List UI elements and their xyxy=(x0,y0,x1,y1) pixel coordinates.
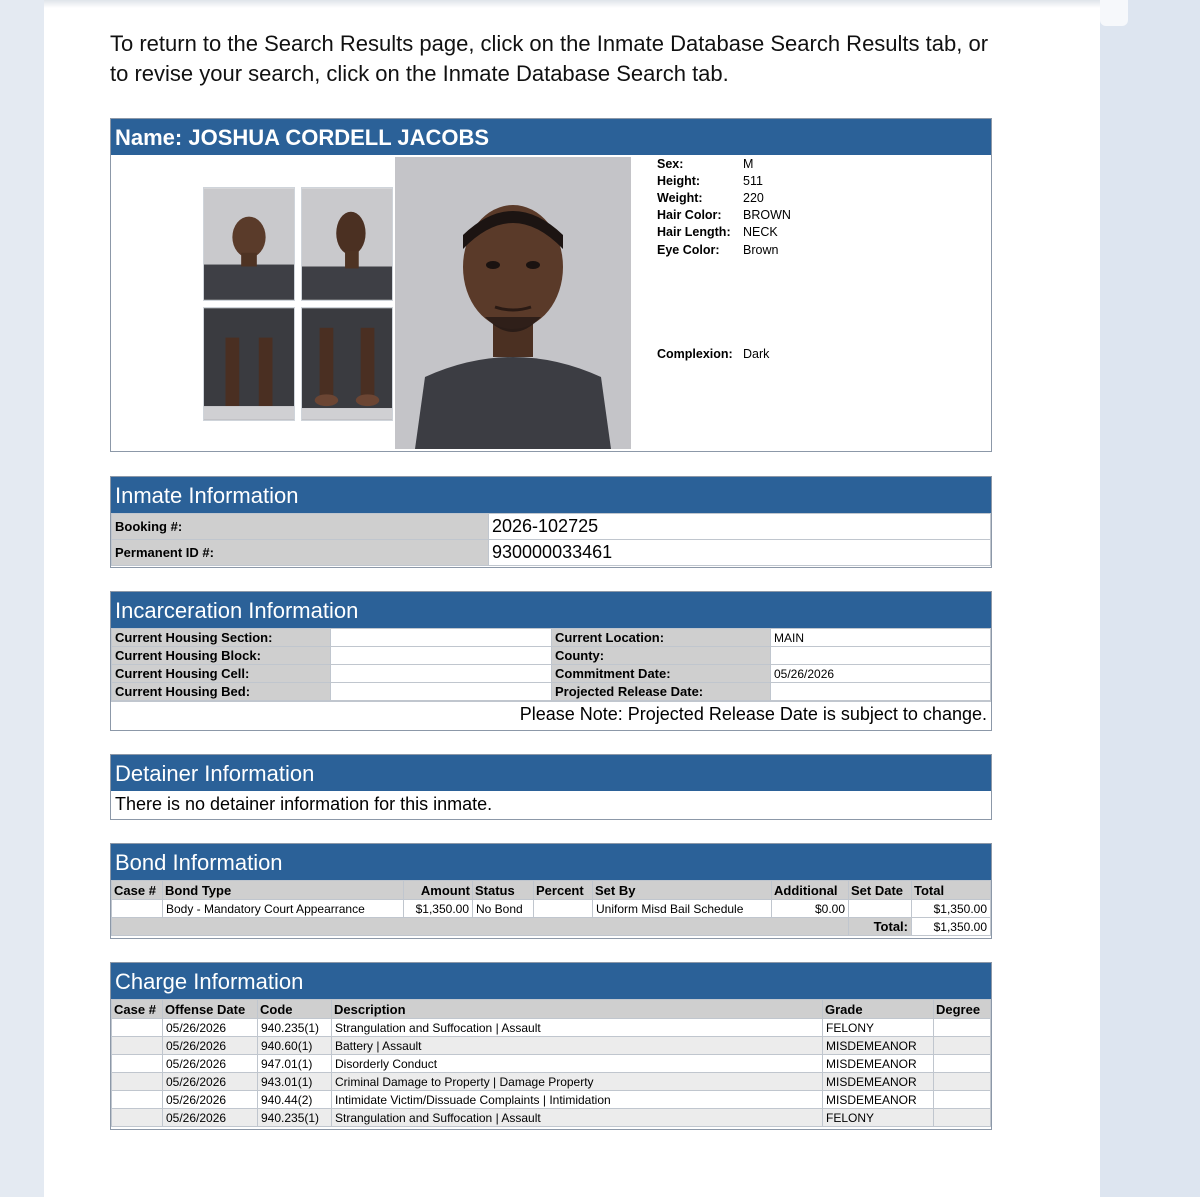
attr-complexion: Complexion: Dark xyxy=(657,347,770,361)
permanent-id-label: Permanent ID #: xyxy=(112,540,489,566)
charge-case xyxy=(112,1091,163,1109)
housing-bed-label: Current Housing Bed: xyxy=(112,683,331,701)
charge-degree xyxy=(934,1055,991,1073)
charge-degree xyxy=(934,1091,991,1109)
table-row xyxy=(112,1055,991,1073)
bond-amount: $1,350.00 xyxy=(404,900,473,918)
col-grade: Grade xyxy=(823,1000,934,1019)
attr-sex: Sex: M xyxy=(657,157,754,171)
thumbnail-profile[interactable] xyxy=(301,187,393,301)
inmate-info-header: Inmate Information xyxy=(111,477,991,513)
name-panel xyxy=(110,118,992,452)
charge-panel xyxy=(110,962,992,1130)
housing-block-label: Current Housing Block: xyxy=(112,647,331,665)
housing-bed-value xyxy=(331,683,552,701)
table-row xyxy=(112,1073,991,1091)
inmate-name-header: Name: JOSHUA CORDELL JACOBS xyxy=(111,119,991,155)
table-row xyxy=(112,1019,991,1037)
col-case: Case # xyxy=(112,1000,163,1019)
housing-section-value xyxy=(331,629,552,647)
current-location-label: Current Location: xyxy=(552,629,771,647)
attr-hair-color: Hair Color: BROWN xyxy=(657,208,791,222)
table-row xyxy=(112,629,991,647)
attr-weight: Weight: 220 xyxy=(657,191,764,205)
commitment-date-label: Commitment Date: xyxy=(552,665,771,683)
charge-grade: MISDEMEANOR xyxy=(823,1091,934,1109)
detainer-header: Detainer Information xyxy=(111,755,991,791)
housing-cell-label: Current Housing Cell: xyxy=(112,665,331,683)
col-set-by: Set By xyxy=(593,881,772,900)
thumbnail-arms-front[interactable] xyxy=(203,307,295,421)
incarceration-panel xyxy=(110,591,992,731)
bond-total-value: $1,350.00 xyxy=(912,918,991,936)
charge-degree xyxy=(934,1109,991,1127)
table-row xyxy=(112,665,991,683)
charge-date: 05/26/2026 xyxy=(163,1073,258,1091)
commitment-date-value: 05/26/2026 xyxy=(771,665,991,683)
projected-release-label: Projected Release Date: xyxy=(552,683,771,701)
charge-code: 947.01(1) xyxy=(258,1055,332,1073)
attr-eye-color: Eye Color: Brown xyxy=(657,243,779,257)
bond-total: $1,350.00 xyxy=(912,900,991,918)
inmate-info-table xyxy=(111,513,991,566)
permanent-id: 930000033461 xyxy=(489,540,991,566)
bond-case xyxy=(112,900,163,918)
housing-section-label: Current Housing Section: xyxy=(112,629,331,647)
charge-case xyxy=(112,1037,163,1055)
top-shadow xyxy=(44,0,1100,8)
charge-header: Charge Information xyxy=(111,963,991,999)
table-row xyxy=(112,683,991,701)
table-row xyxy=(112,1091,991,1109)
table-row xyxy=(112,1109,991,1127)
thumbnail-front[interactable] xyxy=(203,187,295,301)
county-label: County: xyxy=(552,647,771,665)
col-additional: Additional xyxy=(772,881,849,900)
charge-header-row xyxy=(112,1000,991,1019)
housing-cell-value xyxy=(331,665,552,683)
bond-type: Body - Mandatory Court Appearrance xyxy=(163,900,404,918)
col-set-date: Set Date xyxy=(849,881,912,900)
charge-grade: FELONY xyxy=(823,1109,934,1127)
charge-case xyxy=(112,1055,163,1073)
booking-number: 2026-102725 xyxy=(489,514,991,540)
housing-block-value xyxy=(331,647,552,665)
charge-code: 940.60(1) xyxy=(258,1037,332,1055)
charge-date: 05/26/2026 xyxy=(163,1019,258,1037)
charge-description: Strangulation and Suffocation | Assault xyxy=(332,1109,823,1127)
charge-date: 05/26/2026 xyxy=(163,1055,258,1073)
charge-grade: FELONY xyxy=(823,1019,934,1037)
charge-table xyxy=(111,999,991,1127)
charge-grade: MISDEMEANOR xyxy=(823,1037,934,1055)
col-case: Case # xyxy=(112,881,163,900)
charge-code: 943.01(1) xyxy=(258,1073,332,1091)
charge-description: Strangulation and Suffocation | Assault xyxy=(332,1019,823,1037)
detainer-text: There is no detainer information for this inmate. xyxy=(115,794,493,814)
charge-description: Battery | Assault xyxy=(332,1037,823,1055)
bond-additional: $0.00 xyxy=(772,900,849,918)
col-total: Total xyxy=(912,881,991,900)
charge-date: 05/26/2026 xyxy=(163,1037,258,1055)
table-row xyxy=(112,514,991,540)
bond-status: No Bond xyxy=(473,900,534,918)
booking-label: Booking #: xyxy=(112,514,489,540)
total-spacer xyxy=(112,918,849,936)
projected-release-value xyxy=(771,683,991,701)
table-row xyxy=(112,540,991,566)
charge-case xyxy=(112,1109,163,1127)
charge-description: Criminal Damage to Property | Damage Property xyxy=(332,1073,823,1091)
col-status: Status xyxy=(473,881,534,900)
left-margin xyxy=(0,0,44,1197)
mugshot-photo xyxy=(395,157,631,449)
bond-panel xyxy=(110,843,992,939)
col-degree: Degree xyxy=(934,1000,991,1019)
charge-code: 940.235(1) xyxy=(258,1019,332,1037)
bond-total-row xyxy=(112,918,991,936)
charge-code: 940.44(2) xyxy=(258,1091,332,1109)
scrollbar-track[interactable] xyxy=(1100,0,1200,1197)
table-row xyxy=(112,900,991,918)
charge-degree xyxy=(934,1037,991,1055)
col-description: Description xyxy=(332,1000,823,1019)
bond-header-row xyxy=(112,881,991,900)
bond-set-date xyxy=(849,900,912,918)
bond-set-by: Uniform Misd Bail Schedule xyxy=(593,900,772,918)
current-location-value: MAIN xyxy=(771,629,991,647)
incarceration-header: Incarceration Information xyxy=(111,592,991,628)
inmate-info-panel xyxy=(110,476,992,568)
charge-description: Intimidate Victim/Dissuade Complaints | Intimidation xyxy=(332,1091,823,1109)
charge-description: Disorderly Conduct xyxy=(332,1055,823,1073)
attr-hair-length: Hair Length: NECK xyxy=(657,225,778,239)
bond-table xyxy=(111,880,991,936)
county-value xyxy=(771,647,991,665)
charge-degree xyxy=(934,1073,991,1091)
bond-header: Bond Information xyxy=(111,844,991,880)
charge-date: 05/26/2026 xyxy=(163,1109,258,1127)
charge-code: 940.235(1) xyxy=(258,1109,332,1127)
col-percent: Percent xyxy=(534,881,593,900)
charge-grade: MISDEMEANOR xyxy=(823,1073,934,1091)
intro-text: To return to the Search Results page, click on the Inmate Database Search Results tab, or to revise your search, click on the Inmate Database Search tab. xyxy=(110,31,989,86)
incarceration-table xyxy=(111,628,991,701)
corner-tab[interactable] xyxy=(1100,0,1128,26)
charge-date: 05/26/2026 xyxy=(163,1091,258,1109)
attr-height: Height: 511 xyxy=(657,174,763,188)
bond-total-label: Total: xyxy=(849,918,912,936)
charge-grade: MISDEMEANOR xyxy=(823,1055,934,1073)
detainer-panel xyxy=(110,754,992,820)
charge-case xyxy=(112,1019,163,1037)
release-date-note: Please Note: Projected Release Date is subject to change. xyxy=(111,701,991,726)
col-amount: Amount xyxy=(404,881,473,900)
col-bond-type: Bond Type xyxy=(163,881,404,900)
col-offense-date: Offense Date xyxy=(163,1000,258,1019)
charge-degree xyxy=(934,1019,991,1037)
charge-case xyxy=(112,1073,163,1091)
table-row xyxy=(112,1037,991,1055)
bond-percent xyxy=(534,900,593,918)
thumbnail-arms-back[interactable] xyxy=(301,307,393,421)
table-row xyxy=(112,647,991,665)
col-code: Code xyxy=(258,1000,332,1019)
